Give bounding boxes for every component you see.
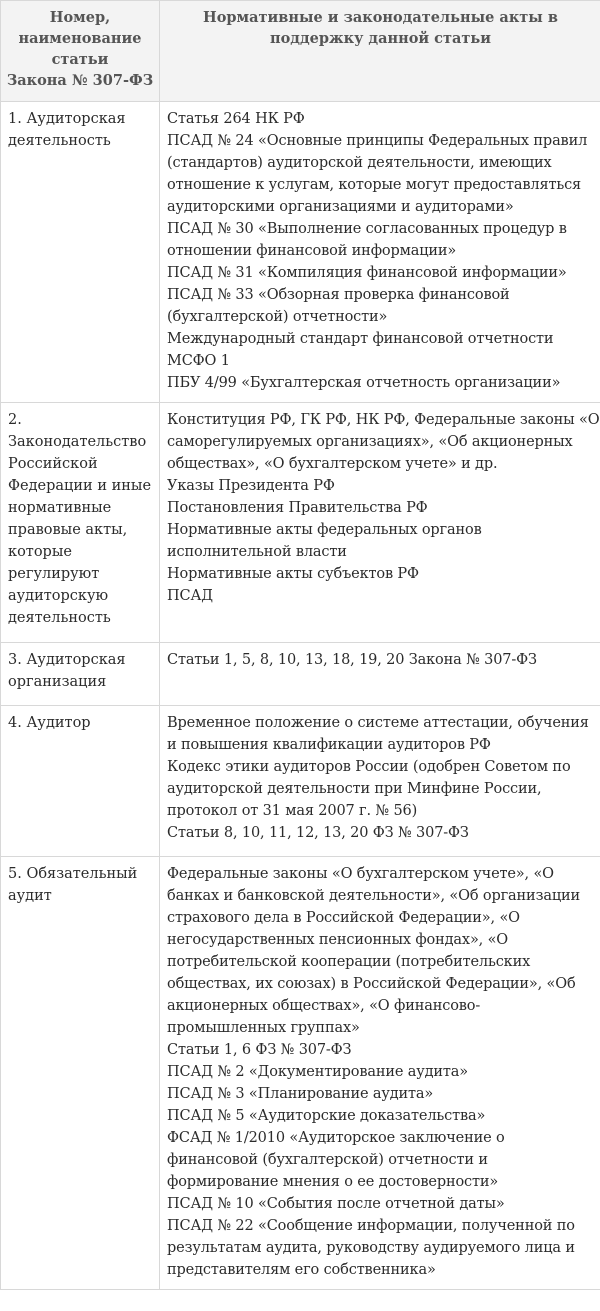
table-row <box>1 643 600 706</box>
header-acts-column <box>160 1 600 102</box>
act-text-line: Федеральные законы «О бухгалтерском учете», «О <box>167 866 554 882</box>
article-text-line: которые <box>8 544 72 560</box>
act-text-line: обществах», «О бухгалтерском учете» и др. <box>167 456 498 472</box>
act-text-line: отношение к услугам, которые могут предоставляться <box>167 177 582 193</box>
article-cell <box>1 403 160 643</box>
acts-cell <box>160 706 600 857</box>
acts-cell <box>160 102 600 403</box>
header-text-line: Номер, <box>49 9 111 26</box>
article-cell <box>1 102 160 403</box>
act-text-line: Постановления Правительства РФ <box>167 500 428 516</box>
acts-cell <box>160 857 600 1290</box>
act-text-line: обществах, их союзах) в Российской Федерации», «Об <box>167 976 576 992</box>
act-text-line: МСФО 1 <box>167 353 230 369</box>
act-text-line: Международный стандарт финансовой отчетности <box>167 331 554 347</box>
act-text-line: Временное положение о системе аттестации, обучения <box>167 715 589 731</box>
table-row <box>1 857 600 1290</box>
header-text-line: Закона № 307-ФЗ <box>6 72 154 89</box>
table-row <box>1 403 600 643</box>
act-text-line: Статьи 1, 5, 8, 10, 13, 18, 19, 20 Закона № 307-ФЗ <box>167 652 537 668</box>
table-row <box>1 706 600 857</box>
article-text-line: деятельность <box>8 133 111 149</box>
act-text-line: представителям его собственника» <box>167 1262 436 1278</box>
article-text-line: организация <box>8 674 107 690</box>
act-text-line: ПСАД № 3 «Планирование аудита» <box>167 1086 434 1102</box>
act-text-line: ПСАД № 2 «Документирование аудита» <box>167 1064 469 1080</box>
table-header-row <box>1 1 600 102</box>
article-cell <box>1 706 160 857</box>
acts-cell <box>160 643 600 706</box>
act-text-line: Статьи 8, 10, 11, 12, 13, 20 ФЗ № 307-ФЗ <box>167 825 469 841</box>
header-text-line: наименование <box>18 30 142 47</box>
act-text-line: промышленных группах» <box>167 1020 360 1036</box>
act-text-line: ПСАД № 5 «Аудиторские доказательства» <box>167 1108 486 1124</box>
article-text-line: нормативные <box>8 500 112 516</box>
act-text-line: ПСАД № 24 «Основные принципы Федеральных правил <box>167 133 588 149</box>
article-text-line: Российской <box>8 456 98 472</box>
header-text-line: статьи <box>51 51 109 68</box>
article-text-line: аудиторскую <box>8 588 109 604</box>
act-text-line: формирование мнения о ее достоверности» <box>167 1174 499 1190</box>
act-text-line: исполнительной власти <box>167 544 347 560</box>
act-text-line: потребительской кооперации (потребительских <box>167 954 531 970</box>
article-text-line: 3. Аудиторская <box>8 652 126 668</box>
article-text-line: 5. Обязательный <box>8 866 138 882</box>
article-text-line: деятельность <box>8 610 111 626</box>
article-text-line: Законодательство <box>8 434 147 450</box>
article-text-line: правовые акты, <box>8 522 128 538</box>
act-text-line: ПБУ 4/99 «Бухгалтерская отчетность организации» <box>167 375 561 391</box>
act-text-line: (стандартов) аудиторской деятельности, имеющих <box>167 155 552 171</box>
act-text-line: негосударственных пенсионных фондах», «О <box>167 932 509 948</box>
act-text-line: ПСАД № 22 «Сообщение информации, полученной по <box>167 1218 575 1234</box>
header-text-line: Нормативные и законодательные акты в <box>203 9 558 26</box>
article-text-line: аудит <box>8 888 52 904</box>
act-text-line: аудиторской деятельности при Минфине России, <box>167 781 542 797</box>
act-text-line: Указы Президента РФ <box>167 478 335 494</box>
act-text-line: ПСАД № 10 «События после отчетной даты» <box>167 1196 505 1212</box>
act-text-line: отношении финансовой информации» <box>167 243 457 259</box>
article-text-line: 4. Аудитор <box>8 715 91 731</box>
act-text-line: Нормативные акты субъектов РФ <box>167 566 419 582</box>
act-text-line: ФСАД № 1/2010 «Аудиторское заключение о <box>167 1130 505 1146</box>
act-text-line: Кодекс этики аудиторов России (одобрен Советом по <box>167 759 571 775</box>
header-text-line: поддержку данной статьи <box>270 30 491 47</box>
act-text-line: (бухгалтерской) отчетности» <box>167 309 388 325</box>
act-text-line: банках и банковской деятельности», «Об организации <box>167 888 581 904</box>
act-text-line: ПСАД № 31 «Компиляция финансовой информации» <box>167 265 567 281</box>
header-article-column <box>1 1 160 102</box>
article-text-line: 2. <box>8 412 22 428</box>
act-text-line: ПСАД № 33 «Обзорная проверка финансовой <box>167 287 510 303</box>
act-text-line: и повышения квалификации аудиторов РФ <box>167 737 491 753</box>
act-text-line: страхового дела в Российской Федерации», «О <box>167 910 520 926</box>
act-text-line: Нормативные акты федеральных органов <box>167 522 482 538</box>
table-row <box>1 102 600 403</box>
act-text-line: акционерных обществах», «О финансово- <box>167 998 481 1014</box>
article-text-line: Федерации и иные <box>8 478 152 494</box>
act-text-line: аудиторскими организациями и аудиторами» <box>167 199 514 215</box>
article-text-line: регулируют <box>8 566 100 582</box>
article-text-line: 1. Аудиторская <box>8 111 126 127</box>
act-text-line: саморегулируемых организациях», «Об акционерных <box>167 434 573 450</box>
act-text-line: финансовой (бухгалтерской) отчетности и <box>167 1152 488 1168</box>
act-text-line: протокол от 31 мая 2007 г. № 56) <box>167 803 418 819</box>
article-cell <box>1 857 160 1290</box>
act-text-line: результатам аудита, руководству аудируемого лица и <box>167 1240 575 1256</box>
act-text-line: Конституция РФ, ГК РФ, НК РФ, Федеральные законы «О <box>167 412 600 428</box>
act-text-line: Статьи 1, 6 ФЗ № 307-ФЗ <box>167 1042 352 1058</box>
act-text-line: Статья 264 НК РФ <box>167 111 305 127</box>
acts-cell <box>160 403 600 643</box>
act-text-line: ПСАД <box>167 588 213 604</box>
act-text-line: ПСАД № 30 «Выполнение согласованных процедур в <box>167 221 567 237</box>
article-cell <box>1 643 160 706</box>
